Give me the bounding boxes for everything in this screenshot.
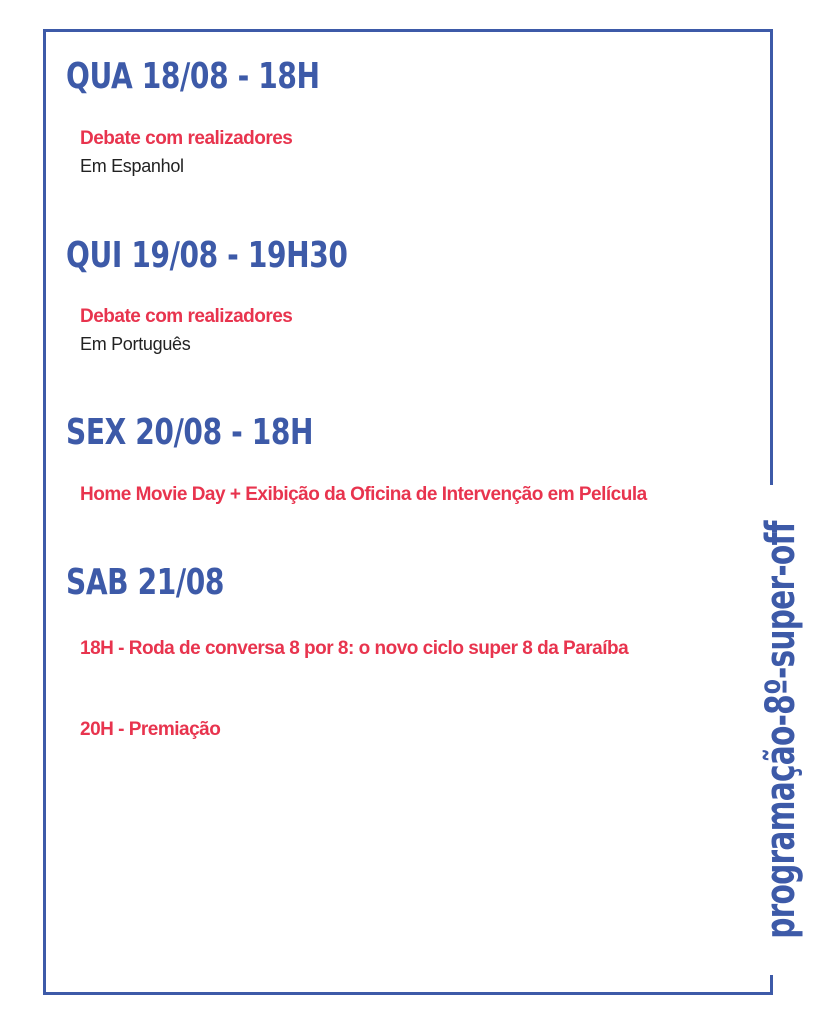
side-title [759, 448, 803, 1012]
day-heading-sex: SEX 20/08 - 18H [66, 412, 314, 453]
day-heading-qua: QUA 18/08 - 18H [66, 56, 320, 97]
event-title: Home Movie Day + Exibição da Oficina de Intervenção em Película [80, 484, 647, 505]
day-heading-qui: QUI 19/08 - 19H30 [66, 235, 348, 276]
event-language: Em Português [80, 334, 191, 354]
event-title: Debate com realizadores [80, 128, 293, 149]
side-title-text: programação-8º-super-off [758, 521, 804, 939]
day-heading-sab: SAB 21/08 [66, 562, 225, 603]
event-language: Em Espanhol [80, 156, 184, 176]
event-title: 18H - Roda de conversa 8 por 8: o novo ciclo super 8 da Paraíba [80, 638, 629, 659]
event-title: Debate com realizadores [80, 306, 293, 327]
event-title: 20H - Premiação [80, 719, 221, 740]
